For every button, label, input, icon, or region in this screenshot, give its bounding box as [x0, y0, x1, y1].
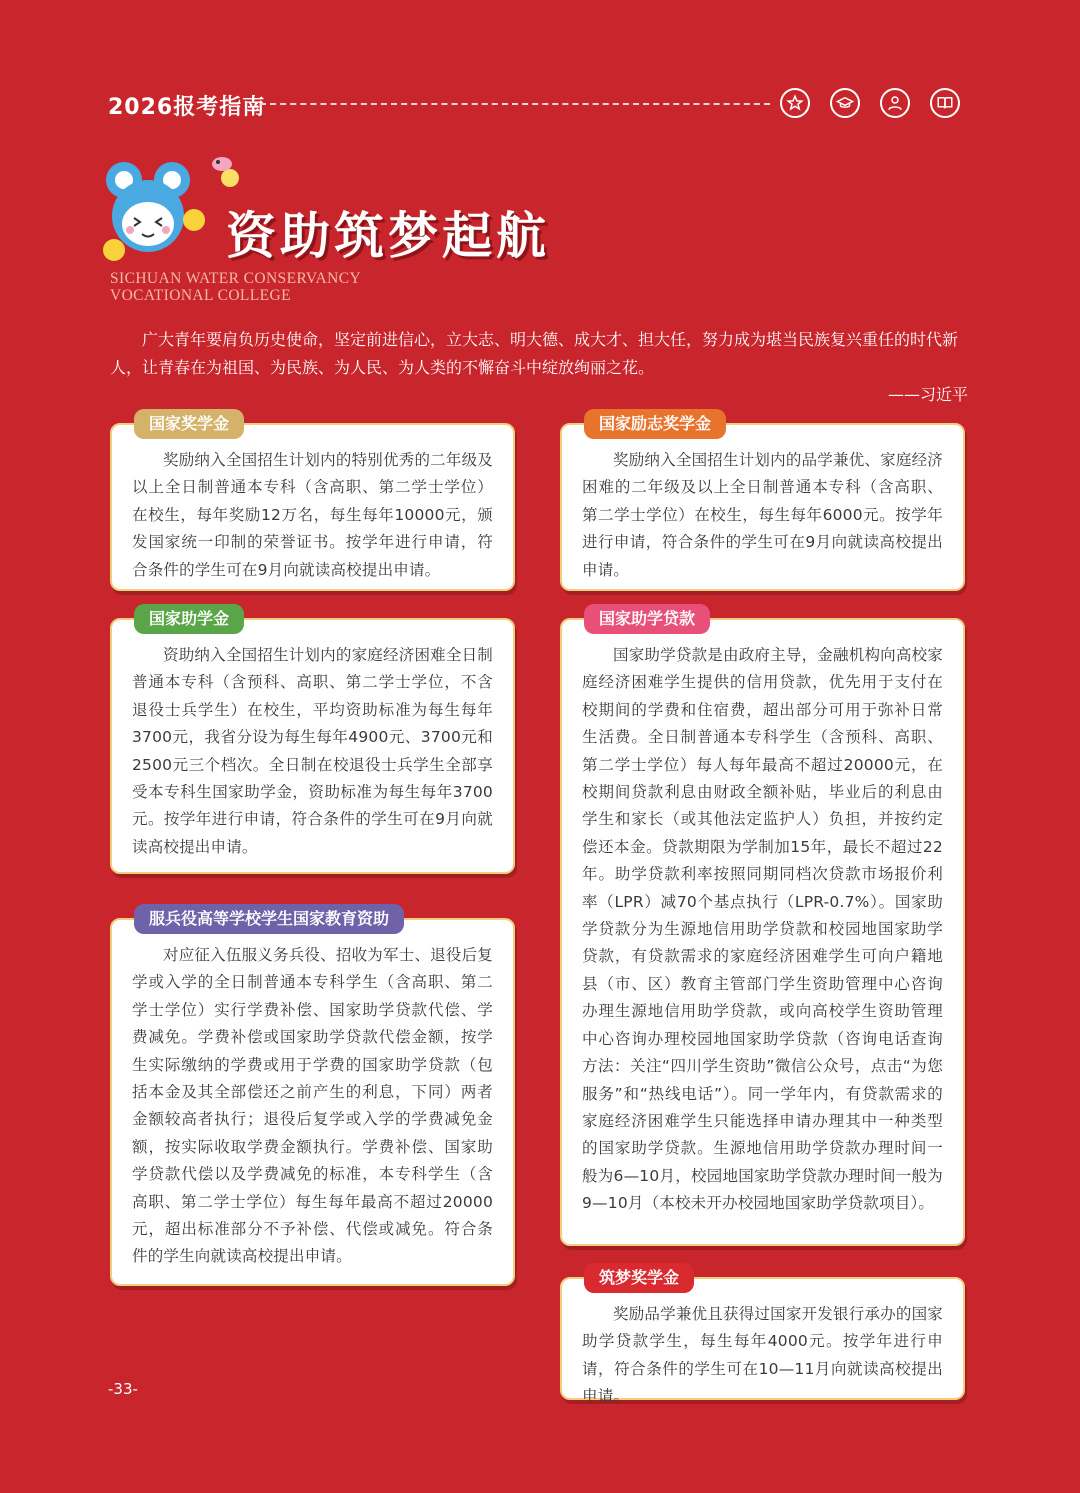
card-zhumeng-scholarship — [560, 1268, 965, 1406]
header-icon-group — [780, 88, 960, 118]
star-icon — [780, 88, 810, 118]
card-text: 对应征入伍服义务兵役、招收为军士、退役后复学或入学的全日制普通本专科学生（含高职、第二学士学位）实行学费补偿、国家助学贷款代偿、学费减免。学费补偿或国家助学贷款代偿金额，按学生实际缴纳的学费或用于学费的国家助学贷款（包括本金及其全部偿还之前产生的利息，下同）两者金额较高者执行；退役后复学或入学的学费减免金额，按实际收取学费金额执行。学费补偿、国家助学贷款代偿以及学费减免的标准，本专科学生（含高职、第二学士学位）每生每年最高不超过20000元，超出标准部分不予补偿、代偿或减免。符合条件的学生向就读高校提出申请。 — [132, 946, 493, 1266]
card-national-encouragement — [560, 414, 965, 591]
card-label: 国家励志奖学金 — [584, 409, 726, 439]
card-national-scholarship — [110, 414, 515, 591]
quote-author: ——习近平 — [887, 385, 968, 404]
user-icon — [880, 88, 910, 118]
card-label: 筑梦奖学金 — [584, 1263, 694, 1293]
quote-text: 广大青年要肩负历史使命，坚定前进信心，立大志、明大德、成大才、担大任，努力成为堪当民族复兴重任的时代新人，让青春在为祖国、为民族、为人民、为人类的不懈奋斗中绽放绚丽之花。 — [110, 330, 959, 377]
card-military-education-aid — [110, 909, 515, 1286]
page-number: -33- — [108, 1380, 138, 1398]
card-label: 国家奖学金 — [134, 409, 244, 439]
book-icon — [930, 88, 960, 118]
card-label: 服兵役高等学校学生国家教育资助 — [134, 904, 404, 934]
card-text: 国家助学贷款是由政府主导，金融机构向高校家庭经济困难学生提供的信用贷款，优先用于支付在校期间的学费和住宿费，超出部分可用于弥补日常生活费。全日制普通本专科学生（含预科、高职、第二学士学位）每人每年最高不超过20000元，在校期间贷款利息由财政全额补贴，毕业后的利息由学生和家长（或其他法定监护人）负担，并按约定偿还本金。贷款期限为学制加15年，最长不超过22年。助学贷款利率按照同期同档次贷款市场报价利率（LPR）减70个基点执行（LPR-0.7%）。国家助学贷款分为生源地信用助学贷款和校园地国家助学贷款，有贷款需求的家庭经济困难学生可向户籍地县（市、区）教育主管部门学生资助管理中心咨询办理生源地信用助学贷款，或向高校学生资助管理中心咨询办理校园地国家助学贷款（咨询电话查询方法：关注“四川学生资助”微信公众号，点击“为您服务”和“热线电话”）。同一学年内，有贷款需求的家庭经济困难学生只能选择申请办理其中一种类型的国家助学贷款。生源地信用助学贷款办理时间一般为6—10月，校园地国家助学贷款办理时间一般为9—10月（本校未开办校园地国家助学贷款项目）。 — [582, 646, 943, 1213]
page-title: 资助筑梦起航 — [226, 206, 550, 265]
page-header — [108, 88, 960, 124]
card-text: 奖励纳入全国招生计划内的品学兼优、家庭经济困难的二年级及以上全日制普通本专科（含高职、第二学士学位）在校生，每生每年6000元。按学年进行申请，符合条件的学生可在9月向就读高校提出申请。 — [582, 451, 943, 579]
college-name-line2: VOCATIONAL COLLEGE — [110, 287, 291, 304]
graduation-cap-icon — [830, 88, 860, 118]
header-divider — [260, 103, 770, 105]
college-name-line1: SICHUAN WATER CONSERVANCY — [110, 270, 362, 287]
card-text: 资助纳入全国招生计划内的家庭经济困难全日制普通本专科（含预科、高职、第二学士学位，不含退役士兵学生）在校生，平均资助标准为每生每年3700元，我省分设为每生每年4900元、3700元和2500元三个档次。全日制在校退役士兵学生全部享受本专科生国家助学金，资助标准为每生每年3700元。按学年进行申请，符合条件的学生可在9月向就读高校提出申请。 — [132, 646, 493, 856]
card-national-loan — [560, 609, 965, 1246]
card-label: 国家助学贷款 — [584, 604, 710, 634]
card-label: 国家助学金 — [134, 604, 244, 634]
card-text: 奖励品学兼优且获得过国家开发银行承办的国家助学贷款学生，每生每年4000元。按学年进行申请，符合条件的学生可在10—11月向就读高校提出申请。 — [582, 1305, 943, 1406]
college-name-en — [110, 270, 361, 304]
card-national-grant — [110, 609, 515, 874]
header-title: 2026报考指南 — [108, 95, 266, 120]
card-text: 奖励纳入全国招生计划内的特别优秀的二年级及以上全日制普通本专科（含高职、第二学士学位）在校生，每年奖励12万名，每生每年10000元，颁发国家统一印制的荣誉证书。按学年进行申请，符合条件的学生可在9月向就读高校提出申请。 — [132, 451, 493, 579]
